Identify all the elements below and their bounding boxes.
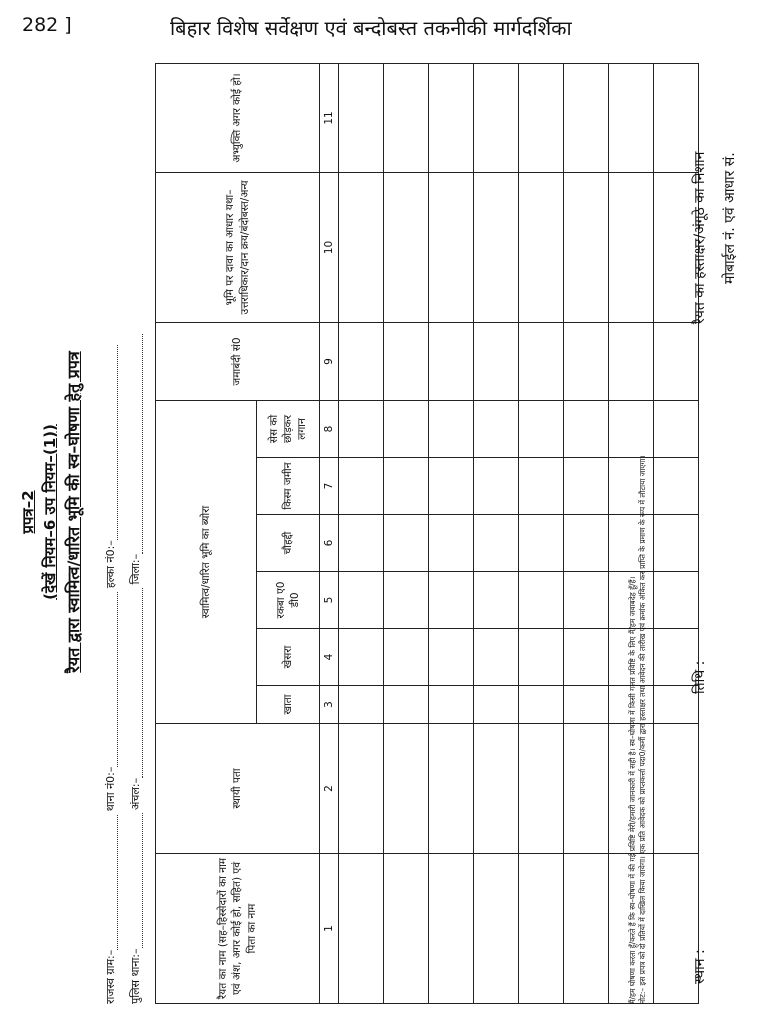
table-cell (384, 322, 429, 400)
table-cell (564, 686, 609, 724)
signature-label: रैयत का हस्ताक्षर/अंगूठे का निशान (692, 151, 708, 324)
thana-field (128, 334, 143, 1004)
table-cell (339, 572, 384, 629)
column-number-row (320, 63, 339, 1003)
village-dots (107, 815, 118, 950)
table-row (429, 63, 474, 1003)
table-cell (339, 172, 384, 322)
col-number: 5 (320, 572, 339, 629)
village-label: राजस्व ग्राम:– (104, 949, 117, 1004)
table-cell (384, 400, 429, 457)
table-row (519, 63, 564, 1003)
col-number: 6 (320, 515, 339, 572)
district-dots (132, 334, 143, 554)
table-cell (474, 629, 519, 686)
col-raiyat-name: रैयत का नाम (सह–हिस्सेदारों का नाम एवं अंश, अगर कोई हो, सहित) एवं पिता का नाम (156, 854, 320, 1004)
table-cell (339, 515, 384, 572)
table-cell (384, 629, 429, 686)
col-rakba: रकबा ए0 डी0 (257, 572, 320, 629)
table-cell (384, 172, 429, 322)
table-cell (519, 572, 564, 629)
table-cell (564, 172, 609, 322)
declaration-text: मैं/हम घोषणा करता हूँ/करते हैं कि स्व–घोषणा में की गई प्रविष्टि मेरी/हमारी जानकारी में सही है। स्व–घोषणा में किसी गलत प्रविष्टि के लिए मैं/हम जवाबदेह हूँ/हैं। (628, 576, 637, 1004)
table-cell (519, 458, 564, 515)
table-cell (564, 322, 609, 400)
table-row (339, 63, 384, 1003)
mobile-aadhar-label: मोबाईल नं. एवं आधार सं. (722, 152, 738, 284)
col-khesra: खेसरा (257, 629, 320, 686)
table-cell (339, 458, 384, 515)
police-station-label: पुलिस थाना:– (129, 948, 142, 1004)
table-cell (519, 515, 564, 572)
col-number: 2 (320, 724, 339, 854)
form-subtitle: (देखें नियम–6 उप नियम–(1)) (41, 424, 59, 600)
table-cell (384, 854, 429, 1004)
table-cell (564, 400, 609, 457)
table-cell (519, 400, 564, 457)
village-field (103, 345, 118, 1004)
table-cell (339, 686, 384, 724)
date-label: तिथि : (692, 660, 708, 694)
table-cell (339, 629, 384, 686)
running-title: बिहार विशेष सर्वेक्षण एवं बन्दोबस्त तकनीकी मार्गदर्शिका (170, 16, 572, 40)
col-land-details: स्वामित्व/धारित भूमि का ब्योरा (156, 400, 257, 723)
col-number: 7 (320, 458, 339, 515)
table-cell (519, 63, 564, 172)
anchal-dots (132, 588, 143, 778)
form-heading: रैयत द्वारा स्वामित्व/धारित भूमि की स्व–घोषणा हेतु प्रपत्र (64, 351, 83, 673)
thana-no-label: थाना नं0:– (104, 766, 117, 812)
table-cell (564, 572, 609, 629)
table-cell (384, 686, 429, 724)
table-cell (384, 724, 429, 854)
table-cell (429, 854, 474, 1004)
thana-no-dots (107, 592, 118, 767)
page-number: 282 ] (22, 14, 72, 36)
col-number: 1 (320, 854, 339, 1004)
table-cell (519, 322, 564, 400)
table-cell (429, 322, 474, 400)
col-number: 9 (320, 322, 339, 400)
table-cell (384, 63, 429, 172)
halka-no-label: हल्का नं0:– (104, 540, 117, 589)
table-cell (654, 322, 699, 400)
note-text: नोट:– इस प्रपत्र को दो प्रतियों में दाखिल किया जायेगा। एक प्रति आवेदक को प्राप्तकर्त्ता पदा0/कर्मी द्वारा हस्ताक्षर तथा आवेदन की तारीख एवं क्रमांक अंकित कर प्राप्ति के प्रमाण के रूप में लौटाया जाएगा। (638, 455, 648, 1004)
table-cell (564, 63, 609, 172)
table-cell (429, 629, 474, 686)
table-cell (429, 724, 474, 854)
table-cell (474, 458, 519, 515)
col-kism: किस्म जमीन (257, 458, 320, 515)
table-cell (519, 854, 564, 1004)
col-remarks: अभ्युक्ति अगर कोई हो। (156, 63, 320, 172)
table-cell (654, 724, 699, 854)
table-cell (429, 172, 474, 322)
table-cell (474, 400, 519, 457)
col-number: 3 (320, 686, 339, 724)
anchal-label: अंचल:– (129, 777, 142, 810)
table-cell (339, 724, 384, 854)
table-cell (654, 515, 699, 572)
table-cell (339, 322, 384, 400)
table-cell (474, 63, 519, 172)
table-cell (474, 686, 519, 724)
table-cell (474, 724, 519, 854)
place-label: स्थान : (692, 949, 708, 984)
table-cell (654, 458, 699, 515)
table-cell (519, 172, 564, 322)
table-cell (519, 686, 564, 724)
table-cell (519, 629, 564, 686)
district-label: जिला:– (129, 553, 142, 585)
table-row (564, 63, 609, 1003)
table-cell (384, 515, 429, 572)
table-cell (429, 515, 474, 572)
col-khata: खाता (257, 686, 320, 724)
table-cell (564, 629, 609, 686)
table-cell (384, 572, 429, 629)
col-lagan: सेस को छोड़कर लगान (257, 400, 320, 457)
table-cell (474, 572, 519, 629)
halka-no-dots (107, 345, 118, 540)
police-station-dots (132, 813, 143, 948)
table-row (384, 63, 429, 1003)
table-cell (564, 458, 609, 515)
table-cell (474, 172, 519, 322)
table-cell (429, 400, 474, 457)
table-cell (564, 724, 609, 854)
declaration-table (155, 63, 699, 1004)
col-number: 8 (320, 400, 339, 457)
table-cell (429, 686, 474, 724)
table-cell (339, 854, 384, 1004)
table-cell (564, 515, 609, 572)
table-cell (339, 63, 384, 172)
table-cell (654, 572, 699, 629)
col-chauhaddi: चौहद्दी (257, 515, 320, 572)
declaration-notes (628, 44, 648, 1004)
col-number: 11 (320, 63, 339, 172)
col-jamabandi: जमाबंदी सं0 (156, 322, 320, 400)
table-cell (339, 400, 384, 457)
table-cell (384, 458, 429, 515)
table-cell (429, 572, 474, 629)
table-cell (429, 458, 474, 515)
table-row (474, 63, 519, 1003)
table-cell (474, 854, 519, 1004)
form-title: प्रपत्र–2 (19, 490, 37, 534)
col-number: 4 (320, 629, 339, 686)
col-number: 10 (320, 172, 339, 322)
table-cell (474, 515, 519, 572)
table-cell (654, 400, 699, 457)
table-cell (429, 63, 474, 172)
table-cell (519, 724, 564, 854)
table-cell (564, 854, 609, 1004)
table-cell (474, 322, 519, 400)
col-address: स्थायी पता (156, 724, 320, 854)
col-claim-basis: भूमि पर दावा का आधार यथा–उत्तराधिकार/दान क्रय/बंदोबस्त/अन्य (156, 172, 320, 322)
